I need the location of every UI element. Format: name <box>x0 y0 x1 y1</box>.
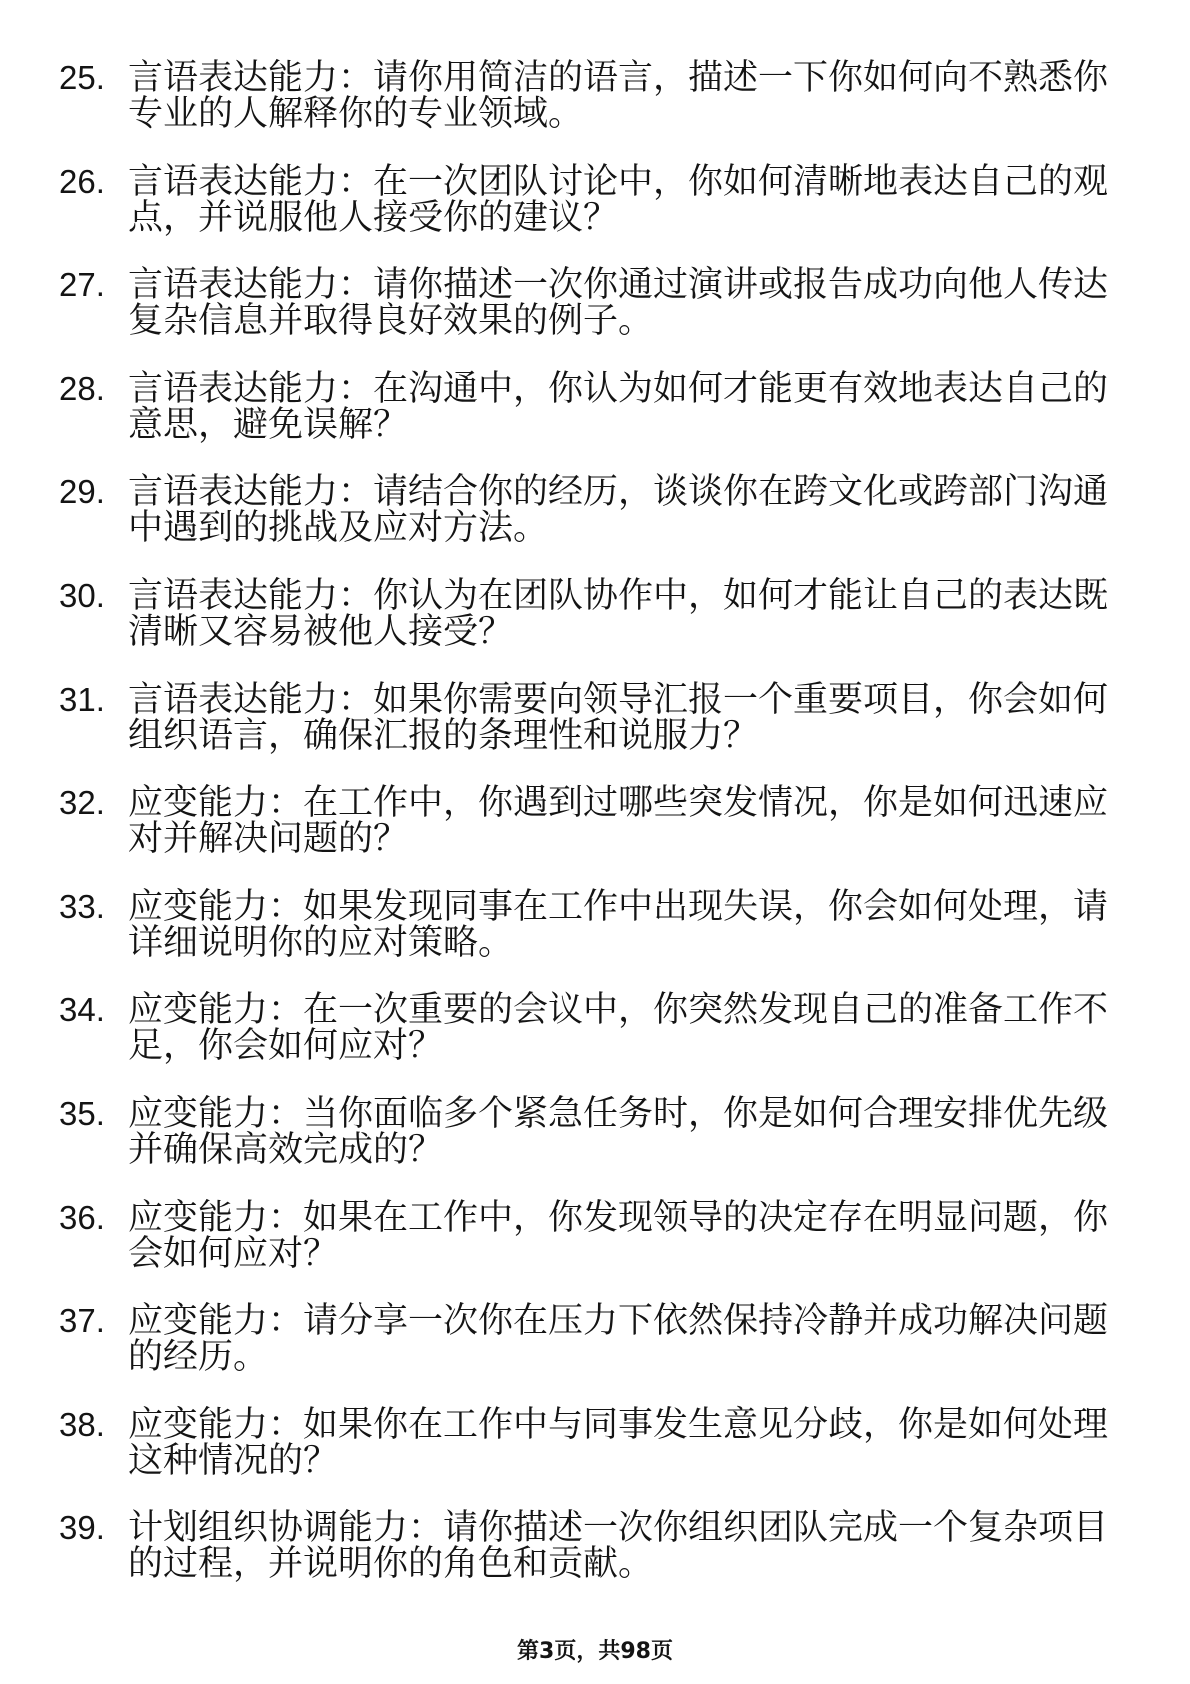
question-item <box>0 1197 1190 1274</box>
question-text-line: 言语表达能力：请你用简洁的语言，描述一下你如何向不熟悉你 <box>128 58 1109 98</box>
question-number: 26. <box>59 162 105 200</box>
question-text <box>128 1197 1109 1274</box>
question-number: 32. <box>59 784 105 822</box>
question-text-line: 应变能力：请分享一次你在压力下依然保持冷静并成功解决问题 <box>128 1301 1109 1342</box>
question-text-line: 足，你会如何应对？ <box>128 1026 444 1067</box>
question-item <box>0 265 1190 342</box>
question-text-line: 专业的人解释你的专业领域。 <box>128 94 584 134</box>
question-item <box>0 990 1190 1067</box>
question-text-line: 言语表达能力：在一次团队讨论中，你如何清晰地表达自己的观 <box>128 161 1109 202</box>
question-item <box>0 472 1190 549</box>
question-text-line: 应变能力：如果发现同事在工作中出现失误，你会如何处理，请 <box>128 886 1109 927</box>
question-text-line: 言语表达能力：请你描述一次你通过演讲或报告成功向他人传达 <box>128 265 1109 306</box>
question-item <box>0 886 1190 963</box>
question-text <box>128 60 1108 132</box>
question-text <box>128 886 1109 963</box>
question-text-line: 组织语言，确保汇报的条理性和说服力？ <box>128 715 759 756</box>
question-text <box>128 472 1109 549</box>
question-item <box>0 575 1190 652</box>
question-text <box>128 1508 1109 1585</box>
question-text <box>128 1404 1109 1481</box>
question-text-line: 中遇到的挑战及应对方法。 <box>128 508 549 549</box>
question-text <box>128 990 1109 1067</box>
question-item <box>0 1301 1190 1378</box>
question-item <box>0 783 1190 860</box>
question-number: 39. <box>59 1509 105 1547</box>
question-number: 34. <box>59 991 105 1029</box>
question-number: 29. <box>59 473 105 511</box>
question-text-line: 应变能力：如果在工作中，你发现领导的决定存在明显问题，你 <box>128 1197 1109 1238</box>
question-text-line: 意思，避免误解？ <box>128 404 409 445</box>
question-text-line: 的经历。 <box>128 1337 269 1378</box>
question-item <box>0 1093 1190 1170</box>
question-text-line: 会如何应对？ <box>128 1233 339 1274</box>
question-text <box>128 161 1109 238</box>
question-list <box>0 60 1190 1614</box>
page-footer: 第3页，共98页 <box>517 1639 673 1664</box>
question-text-line: 对并解决问题的？ <box>128 819 409 860</box>
question-text-line: 复杂信息并取得良好效果的例子。 <box>128 301 654 342</box>
question-text-line: 计划组织协调能力：请你描述一次你组织团队完成一个复杂项目 <box>128 1508 1109 1549</box>
question-number: 25. <box>59 59 105 96</box>
question-text-line: 应变能力：当你面临多个紧急任务时，你是如何合理安排优先级 <box>128 1093 1109 1134</box>
question-item <box>0 161 1190 238</box>
question-item <box>0 60 1190 132</box>
question-number: 28. <box>59 369 105 407</box>
question-item <box>0 1404 1190 1481</box>
question-number: 31. <box>59 680 105 718</box>
question-text <box>128 1093 1109 1170</box>
question-item <box>0 1508 1190 1585</box>
question-number: 36. <box>59 1198 105 1236</box>
question-text-line: 详细说明你的应对策略。 <box>128 922 514 963</box>
question-item <box>0 368 1190 445</box>
question-number: 37. <box>59 1302 105 1340</box>
question-item <box>0 679 1190 756</box>
question-number: 35. <box>59 1094 105 1132</box>
question-text <box>128 783 1109 860</box>
question-number: 30. <box>59 576 105 614</box>
question-text <box>128 265 1109 342</box>
question-text-line: 点，并说服他人接受你的建议？ <box>128 197 619 238</box>
question-number: 27. <box>59 266 105 304</box>
question-text-line: 应变能力：在工作中，你遇到过哪些突发情况，你是如何迅速应 <box>128 783 1109 824</box>
question-number: 38. <box>59 1405 105 1443</box>
question-text <box>128 368 1109 445</box>
question-text <box>128 1301 1109 1378</box>
question-text-line: 清晰又容易被他人接受？ <box>128 611 514 652</box>
question-number: 33. <box>59 887 105 925</box>
question-text-line: 应变能力：如果你在工作中与同事发生意见分歧，你是如何处理 <box>128 1404 1109 1445</box>
question-text-line: 言语表达能力：在沟通中，你认为如何才能更有效地表达自己的 <box>128 368 1109 409</box>
question-text <box>128 679 1109 756</box>
question-text-line: 的过程，并说明你的角色和贡献。 <box>128 1544 654 1585</box>
question-text-line: 应变能力：在一次重要的会议中，你突然发现自己的准备工作不 <box>128 990 1109 1031</box>
question-text-line: 并确保高效完成的？ <box>128 1129 444 1170</box>
question-text-line: 言语表达能力：你认为在团队协作中，如何才能让自己的表达既 <box>128 575 1109 616</box>
question-text <box>128 575 1109 652</box>
question-text-line: 言语表达能力：如果你需要向领导汇报一个重要项目，你会如何 <box>128 679 1109 720</box>
question-text-line: 言语表达能力：请结合你的经历，谈谈你在跨文化或跨部门沟通 <box>128 472 1109 513</box>
question-text-line: 这种情况的？ <box>128 1440 339 1481</box>
